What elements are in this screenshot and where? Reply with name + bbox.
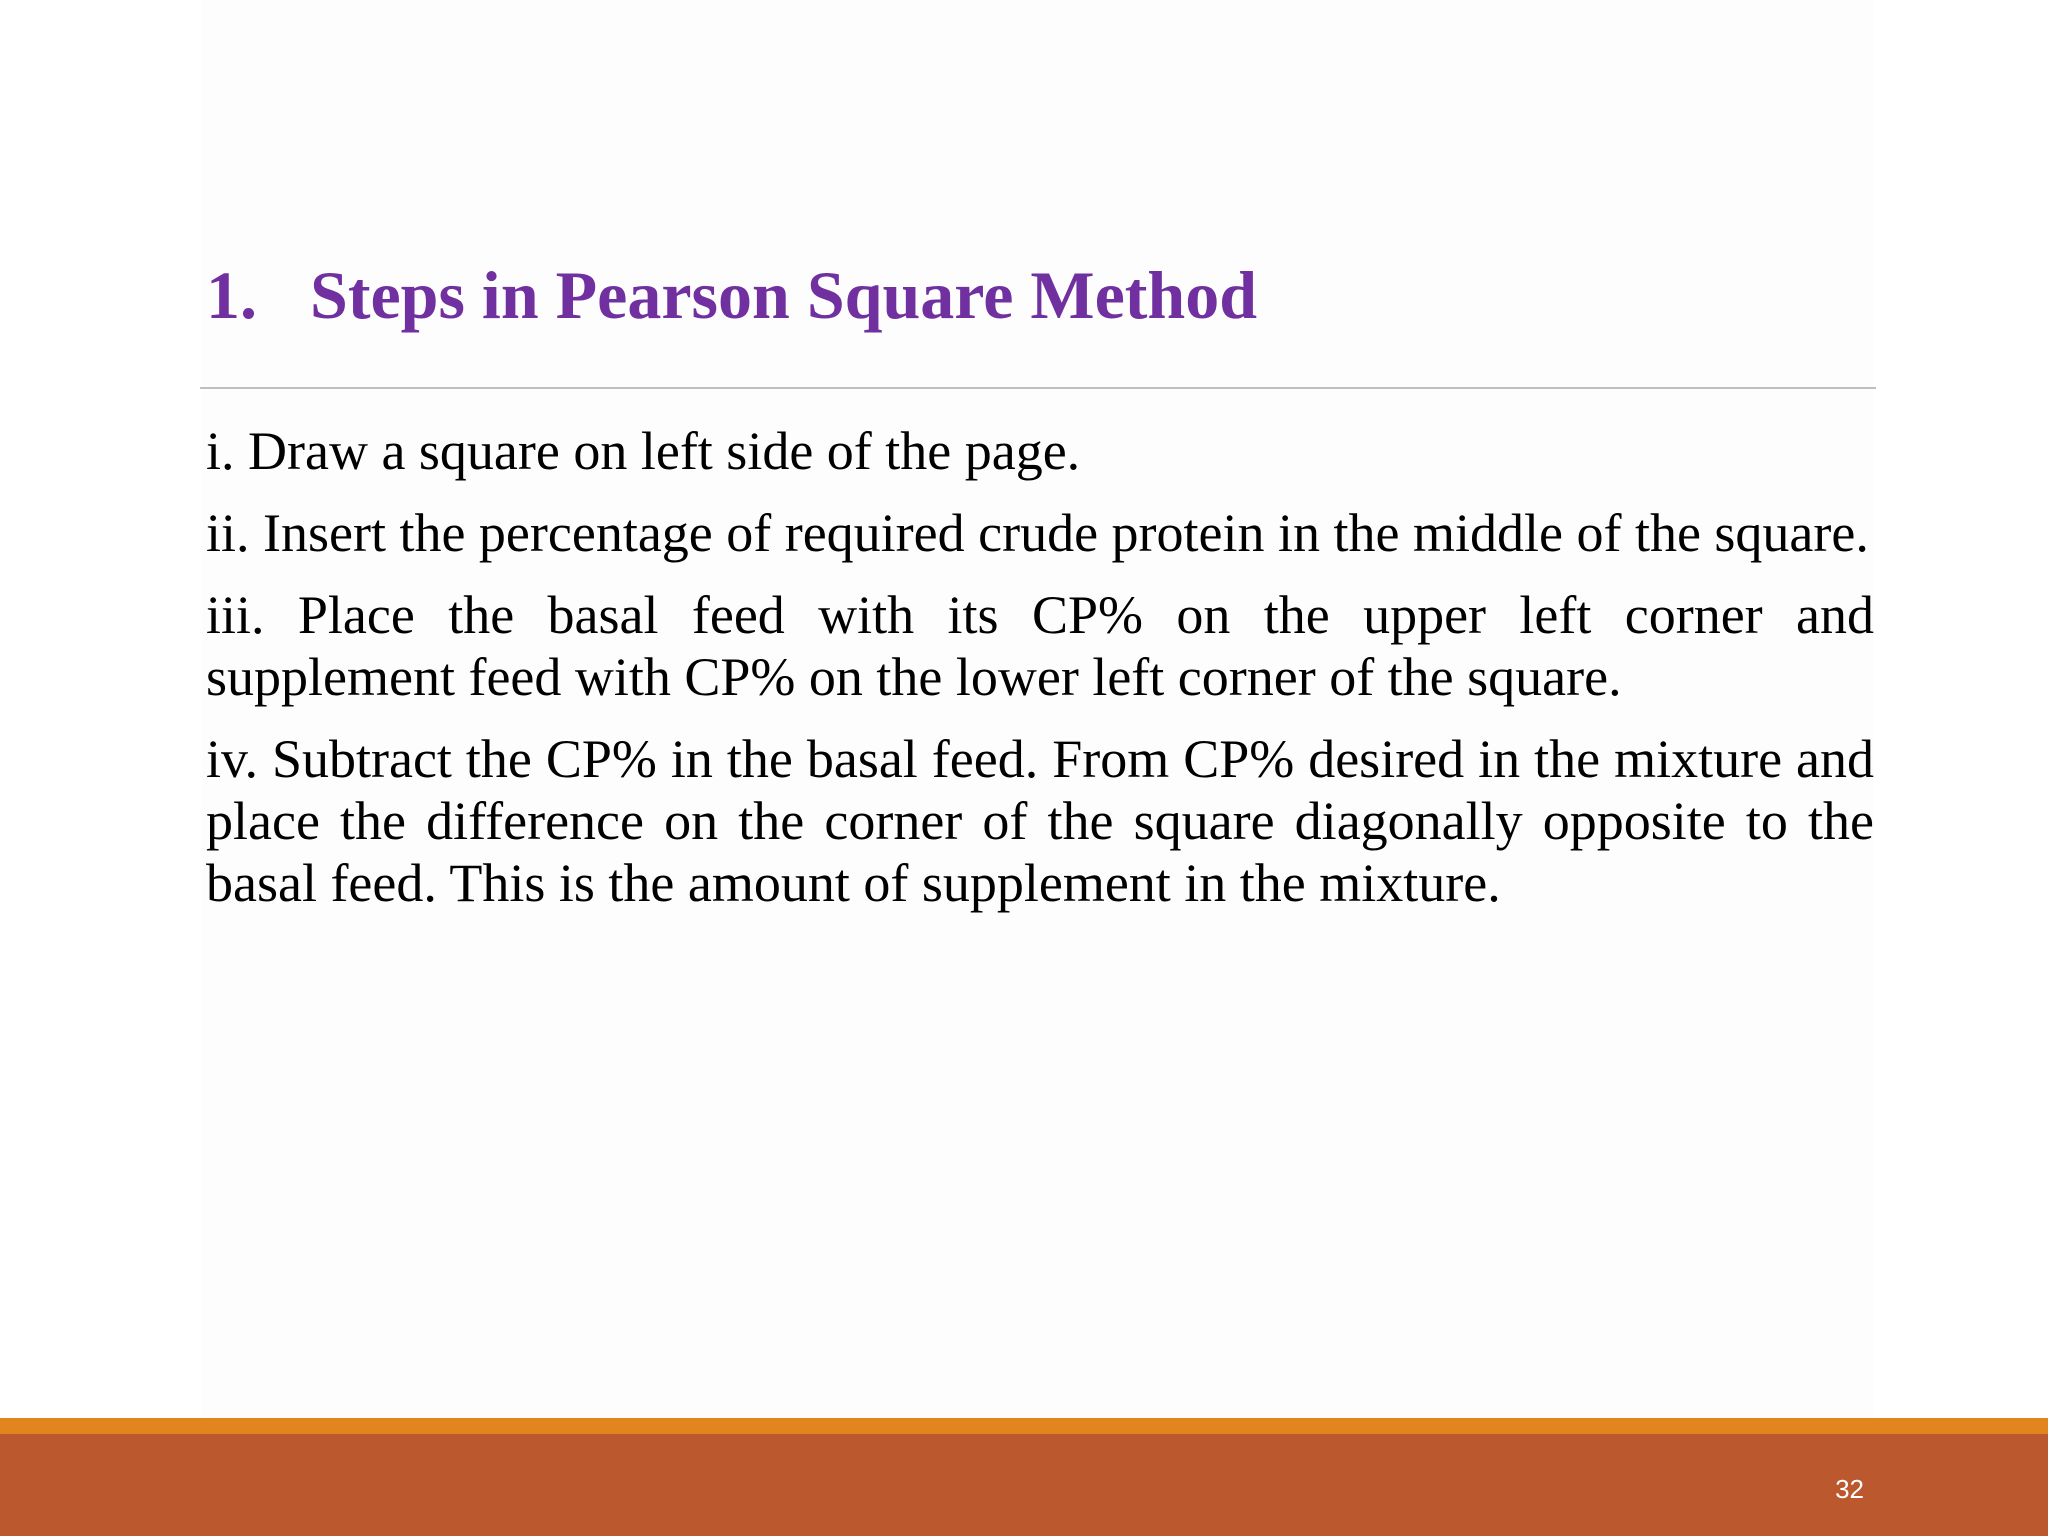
slide-title [206,250,1257,340]
step-4: iv. Subtract the CP% in the basal feed. From CP% desired in the mixture and place the difference on the corner of the square diagonally opposite to the basal feed. This is the amount of supplement in the mixture. [206,729,1874,913]
title-number: 1. [206,257,257,333]
steps-list [206,420,1874,934]
footer-band [0,1434,2048,1536]
step-2: ii. Insert the percentage of required crude protein in the middle of the square. [206,503,1869,563]
page-number: 32 [1835,1474,1864,1504]
title-divider [200,387,1876,389]
step-3: iii. Place the basal feed with its CP% on the upper left corner and supplement feed with CP% on the lower left corner of the square. [206,585,1874,707]
footer-stripe [0,1418,2048,1434]
step-1: i. Draw a square on left side of the page. [206,421,1081,481]
title-text: Steps in Pearson Square Method [310,257,1258,333]
